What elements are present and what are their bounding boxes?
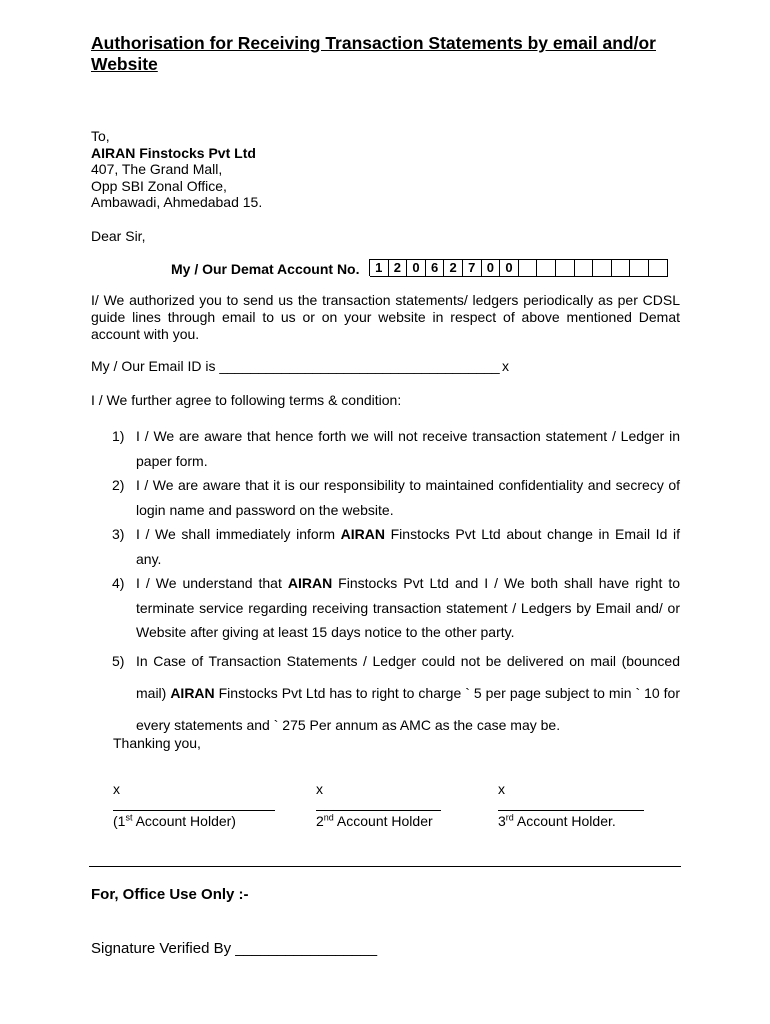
terms-text: I / We are aware that it is our responsibility to maintained confidentiality and secrecy of login name and password on the website. (136, 477, 680, 518)
terms-text: Finstocks Pvt Ltd about change in Email Id if any. (136, 526, 680, 567)
terms-text: I / We shall immediately inform (136, 526, 341, 542)
terms-number: 1) (112, 428, 125, 444)
address-to: To, (91, 128, 110, 144)
document-title: Authorisation for Receiving Transaction Statements by email and/or Website (91, 33, 656, 74)
demat-account-digit-cell[interactable] (612, 259, 631, 277)
recipient-address (91, 128, 262, 211)
demat-account-digit-cell[interactable]: 0 (407, 259, 426, 277)
terms-text: Finstocks Pvt Ltd and I / We both shall have right to terminate service regarding receiving transaction statement / Ledgers by Email and/ or Website after giving at least 15 days notice to the other party. (136, 575, 681, 640)
demat-account-digit-cell[interactable]: 6 (426, 259, 445, 277)
terms-company-bold: AIRAN (170, 684, 215, 701)
terms-item-2 (112, 473, 680, 522)
address-line-1: 407, The Grand Mall, (91, 161, 223, 177)
demat-account-digit-cell[interactable] (593, 259, 612, 277)
terms-item-3 (112, 522, 680, 571)
signature-2-mark: x (316, 781, 323, 797)
email-field-label: My / Our Email ID is ____________________________________ (91, 358, 500, 374)
address-company: AIRAN Finstocks Pvt Ltd (91, 144, 256, 161)
terms-company-bold: AIRAN (287, 575, 333, 591)
demat-account-digit-cell[interactable]: 2 (444, 259, 463, 277)
signature-3-label: 3rd Account Holder. (498, 812, 616, 829)
address-line-2: Opp SBI Zonal Office, (91, 177, 227, 194)
signature-3-line[interactable] (498, 810, 644, 811)
thanking-note: Thanking you, (113, 735, 201, 751)
terms-item-5 (112, 645, 680, 741)
demat-account-digit-cell[interactable] (630, 259, 649, 277)
signature-1-label: (1st Account Holder) (113, 812, 236, 829)
email-sign-mark: x (502, 358, 509, 374)
office-use-heading: For, Office Use Only :- (91, 886, 249, 903)
demat-account-label: My / Our Demat Account No. (171, 261, 360, 277)
section-divider (89, 866, 681, 867)
terms-company-bold: AIRAN (340, 526, 385, 542)
demat-account-digit-cell[interactable] (649, 259, 668, 277)
signature-2-label: 2nd Account Holder (316, 812, 433, 829)
terms-text: I / We are aware that hence forth we will not receive transaction statement / Ledger in paper form. (136, 428, 680, 469)
greeting: Dear Sir, (91, 228, 146, 244)
address-line-3: Ambawadi, Ahmedabad 15. (91, 194, 263, 210)
terms-number: 5) (112, 652, 125, 669)
demat-account-digit-cell[interactable]: 0 (482, 259, 501, 277)
signature-1-mark: x (113, 781, 120, 797)
demat-account-digit-cell[interactable]: 1 (370, 259, 389, 277)
authorization-paragraph: I/ We authorized you to send us the transaction statements/ ledgers periodically as per CDSL guide lines through email to us or on your website in respect of above mentioned Demat account with you. (91, 292, 680, 342)
terms-number: 2) (112, 477, 125, 493)
demat-account-digit-cell[interactable] (537, 259, 556, 277)
signature-verified-field[interactable]: Signature Verified By _________________ (91, 940, 378, 957)
signature-2-line[interactable] (316, 810, 441, 811)
terms-item-4 (112, 571, 680, 645)
terms-item-1 (112, 424, 680, 473)
signature-3-mark: x (498, 781, 505, 797)
demat-account-number-field[interactable] (369, 259, 668, 276)
signature-1-line[interactable] (113, 810, 275, 811)
demat-account-digit-cell[interactable]: 7 (463, 259, 482, 277)
terms-number: 3) (112, 526, 125, 542)
terms-text: Finstocks Pvt Ltd has to right to charge ` 5 per page subject to min ` 10 for every statements and ` 275 Per annum as AMC as the case may be. (136, 684, 680, 733)
demat-account-digit-cell[interactable] (575, 259, 594, 277)
demat-account-digit-cell[interactable]: 0 (500, 259, 519, 277)
terms-text: In Case of Transaction Statements / Ledger could not be delivered on mail (bounced mail) (136, 652, 680, 701)
demat-account-digit-cell[interactable]: 2 (389, 259, 408, 277)
terms-list (112, 424, 680, 741)
terms-text: I / We understand that (136, 575, 288, 591)
demat-account-digit-cell[interactable] (556, 259, 575, 277)
terms-number: 4) (112, 575, 125, 591)
terms-intro: I / We further agree to following terms & condition: (91, 392, 402, 408)
demat-account-digit-cell[interactable] (519, 259, 538, 277)
